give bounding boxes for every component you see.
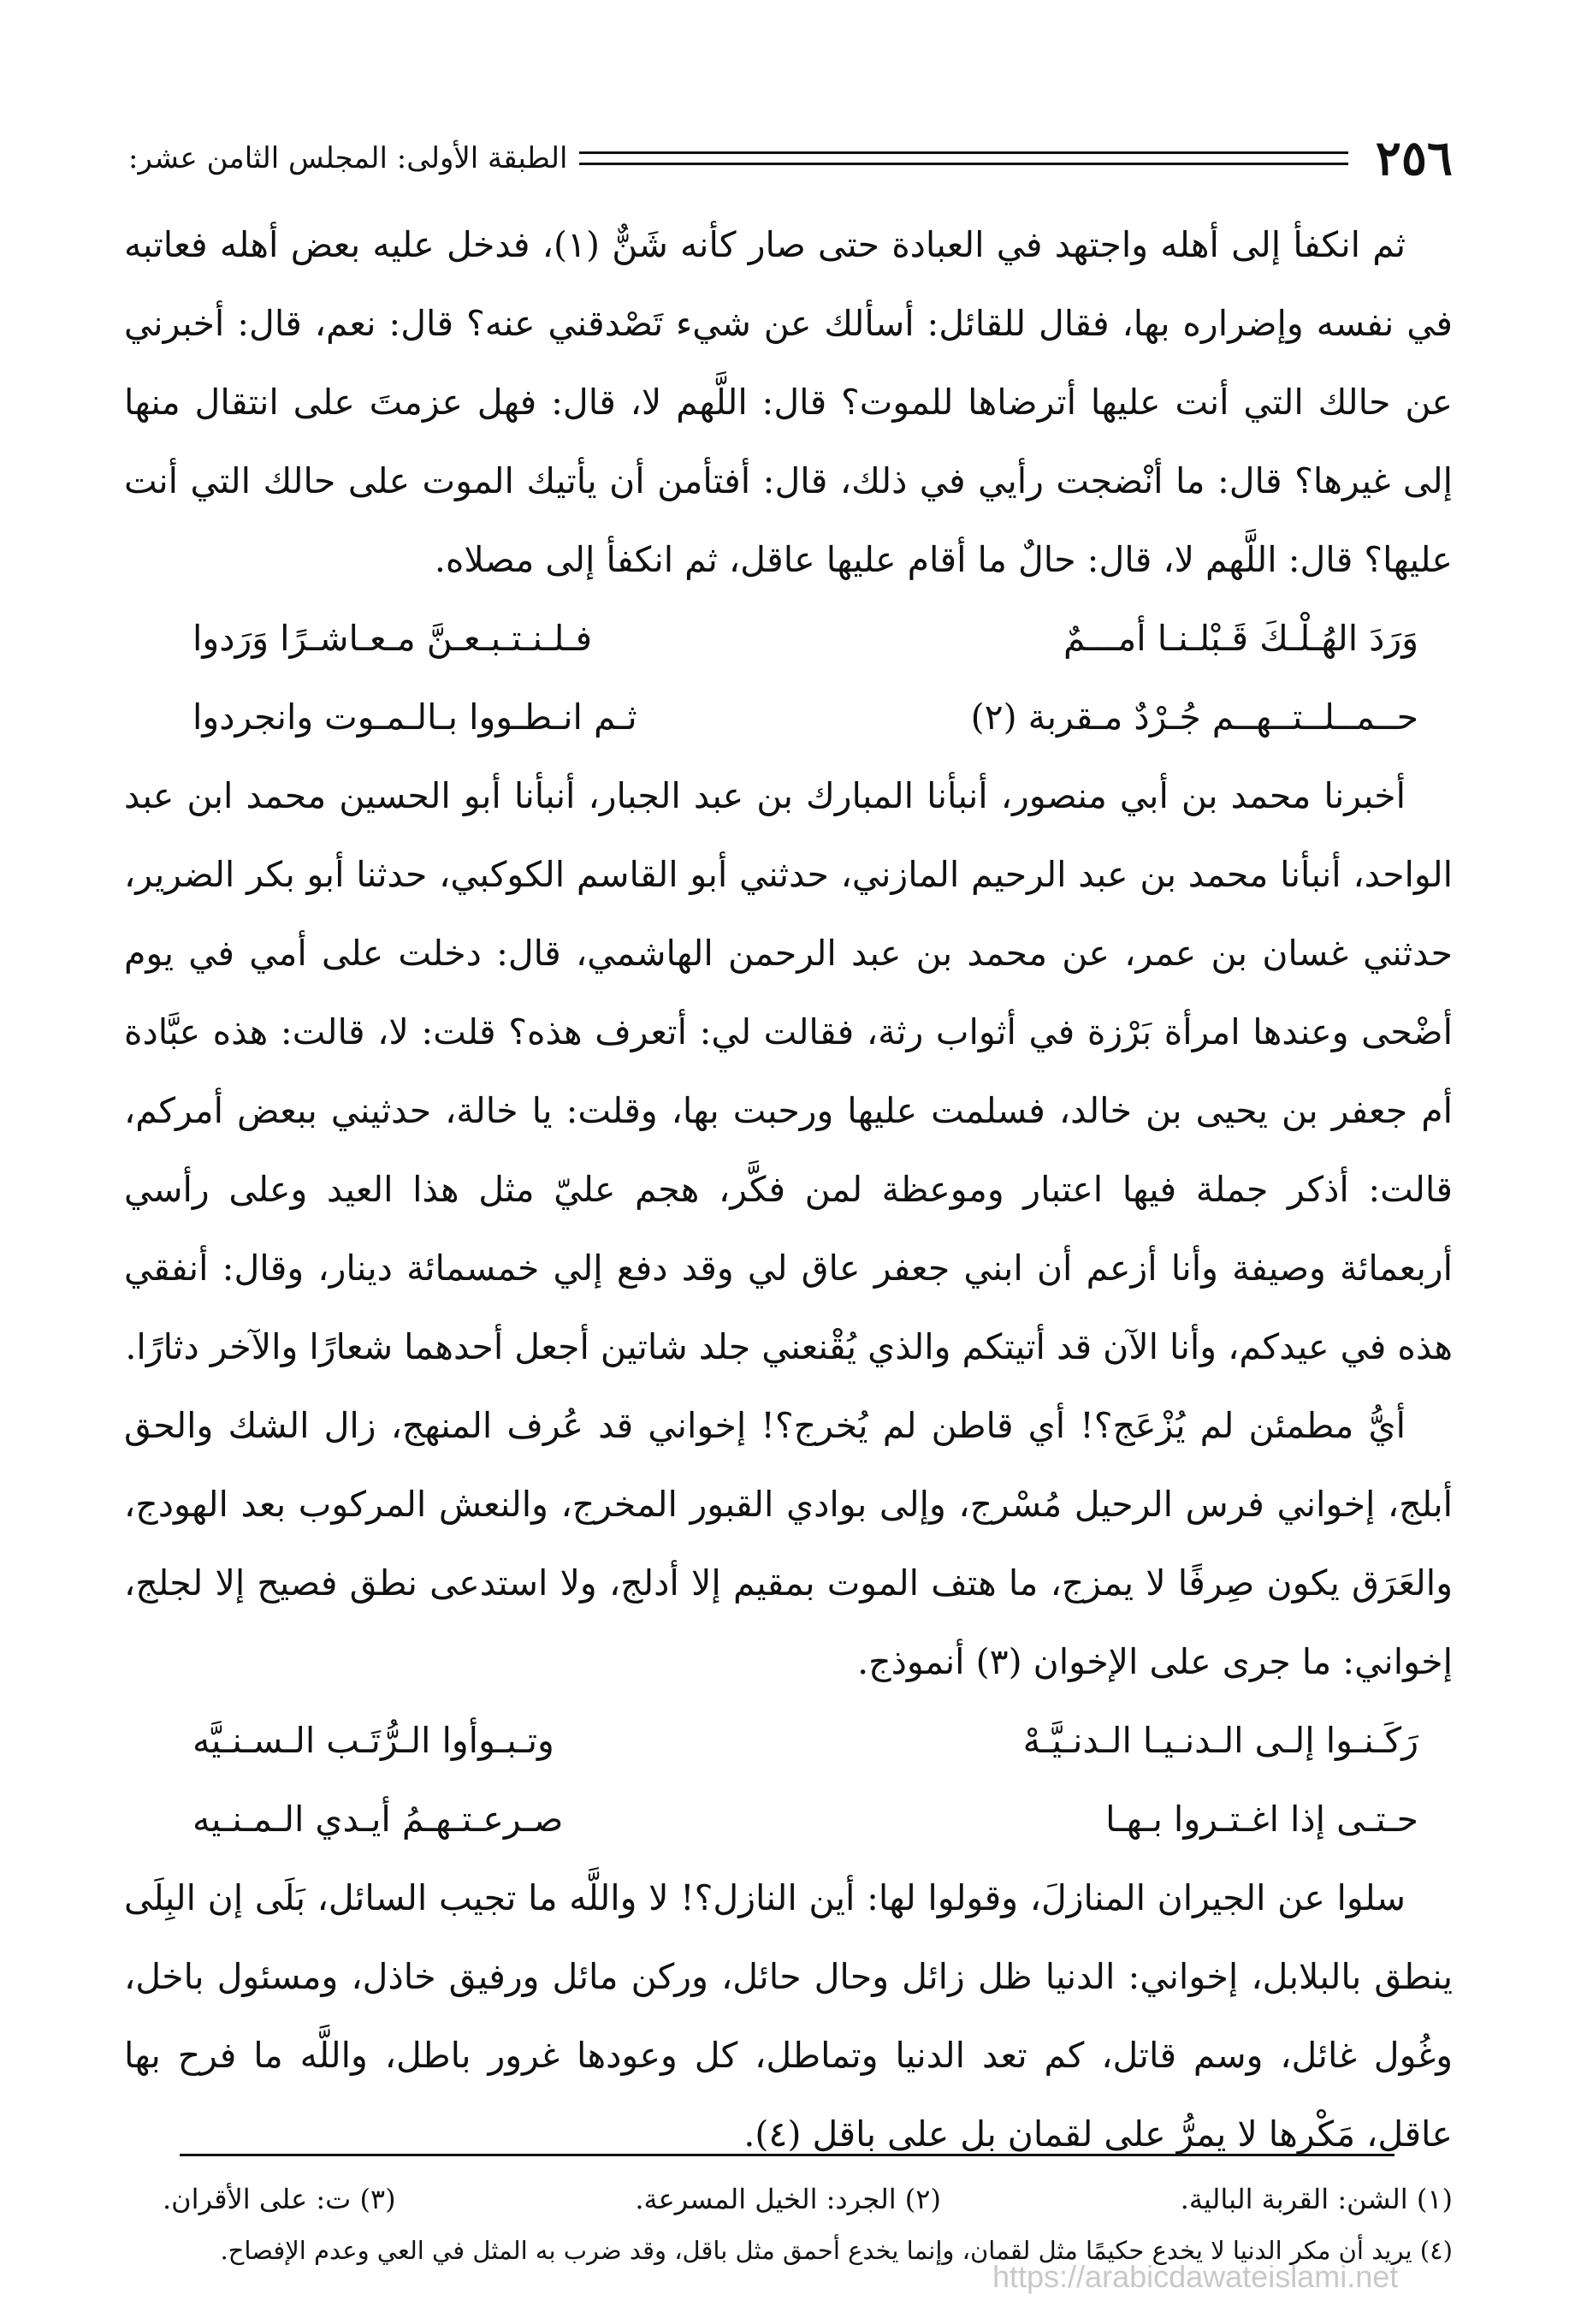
verse-hemistich-left: صـرعـتـهـمُ أيـدي الـمـنـيه (192, 1799, 564, 1840)
verse-hemistich-right: حـتـى إذا اغـتـروا بـهـا (1105, 1799, 1418, 1840)
verse-hemistich-left: ثـم انـطـووا بـالـمـوت وانجردوا (192, 697, 637, 738)
running-header (128, 128, 1453, 188)
verse-line (124, 1701, 1453, 1780)
verse-hemistich-left: وتـبـوأوا الـرُّتَـب الـسـنـيَّه (192, 1720, 554, 1761)
paragraph-2: أخبرنا محمد بن أبي منصور، أنبأنا المبارك بن عبد الجبار، أنبأنا أبو الحسين محمد ابن عبد الواحد، أنبأنا محمد بن عبد الرحيم المازني، حدثني أبو القاسم الكوكبي، حدثنا أبو بكر الضرير، حدثني غسان بن عمر، عن محمد بن عبد الرحمن الهاشمي، قال: دخلت على أمي في يوم أضْحى وعندها امرأة بَرْزة في أثواب رثة، فقالت لي: أتعرف هذه؟ قلت: لا، قالت: هذه عبَّادة أم جعفر بن يحيى بن خالد، فسلمت عليها ورحبت بها، وقلت: يا خالة، حدثيني ببعض أمركم، قالت: أذكر جملة فيها اعتبار وموعظة لمن فكَّر، هجم عليّ مثل هذا العيد وعلى رأسي أربعمائة وصيفة وأنا أزعم أن ابني جعفر عاق لي وقد دفع إلي خمسمائة دينار، وقال: أنفقي هذه في عيدكم، وأنا الآن قد أتيتكم والذي يُقْنعني جلد شاتين أجعل أحدهما شعارًا والآخر دثارًا. (124, 775, 1453, 1367)
verse-line (124, 678, 1453, 756)
verse-hemistich-right: رَكَـنـوا إلـى الـدنـيـا الـدنـيَّـهْ (1022, 1720, 1418, 1761)
header-title: الطبقة الأولى: المجلس الثامن عشر: (128, 141, 568, 175)
verse-line (124, 1780, 1453, 1859)
footnote-3: (٣) ت: على الأقران. (163, 2183, 396, 2215)
footnote-4: (٤) يريد أن مكر الدنيا لا يخدع حكيمًا مثل لقمان، وإنما يخدع أحمق مثل باقل، وقد ضرب به المثل في العي وعدم الإفصاح. (220, 2236, 1453, 2265)
footnote-row (128, 2173, 1453, 2225)
footnote-2: (٢) الجرد: الخيل المسرعة. (635, 2183, 941, 2215)
verse-hemistich-left: فـلـنـتـبـعـنَّ مـعـاشـرًا وَرَدوا (192, 618, 593, 659)
paragraph-1: ثم انكفأ إلى أهله واجتهد في العبادة حتى صار كأنه شَنٌّ (١)، فدخل عليه بعض أهله فعاتبه في نفسه وإضراره بها، فقال للقائل: أسألك عن شيء تَصْدقني عنه؟ قال: نعم، قال: أخبرني عن حالك التي أنت عليها أترضاها للموت؟ قال: اللَّهم لا، قال: فهل عزمتَ على انتقال منها إلى غيرها؟ قال: ما أنْضجت رأيي في ذلك، قال: أفتأمن أن يأتيك الموت على حالك التي أنت عليها؟ قال: اللَّهم لا، قال: حالٌ ما أقام عليها عاقل، ثم انكفأ إلى مصلاه. (124, 224, 1453, 580)
footnote-1: (١) الشن: القربة البالية. (1180, 2183, 1453, 2215)
verse-hemistich-right: وَرَدَ الهُـلْـكَ قَـبْلـنـا أمـــمٌ (1063, 618, 1418, 659)
page-number: ٢٥٦ (1375, 130, 1453, 187)
watermark-url: https://arabicdawateislami.net (992, 2259, 1399, 2294)
verse-hemistich-right: حــمــلــتــهــم جُـرْدٌ مـقربة (٢) (970, 697, 1418, 738)
paragraph-3: أيُّ مطمئن لم يُزْعَج؟! أي قاطن لم يُخرج؟! إخواني قد عُرف المنهج، زال الشك والحق أبلج، إخواني فرس الرحيل مُسْرج، وإلى بوادي القبور المخرج، والنعش المركوب بعد الهودج، والعَرَق يكون صِرفًا لا يمزج، ما هتف الموت بمقيم إلا أدلج، ولا استدعى نطق فصيح إلا لجلج، إخواني: ما جرى على الإخوان (٣) أنموذج. (124, 1405, 1453, 1682)
header-rule (579, 151, 1347, 165)
main-text (124, 205, 1453, 2173)
footnote-divider (180, 2154, 1394, 2156)
verse-line (124, 599, 1453, 678)
paragraph-4: سلوا عن الجيران المنازلَ، وقولوا لها: أين النازل؟! لا واللَّه ما تجيب السائل، بَلَى إن البِلَى ينطق بالبلابل، إخواني: الدنيا ظل زائل وحال حائل، وركن مائل ورفيق خاذل، ومسئول باخل، وغُول غائل، وسم قاتل، كم تعد الدنيا وتماطل، كل وعودها غرور باطل، واللَّه ما فرح بها عاقل، مَكْرها لا يمرُّ على لقمان بل على باقل (٤). (124, 1877, 1454, 2155)
